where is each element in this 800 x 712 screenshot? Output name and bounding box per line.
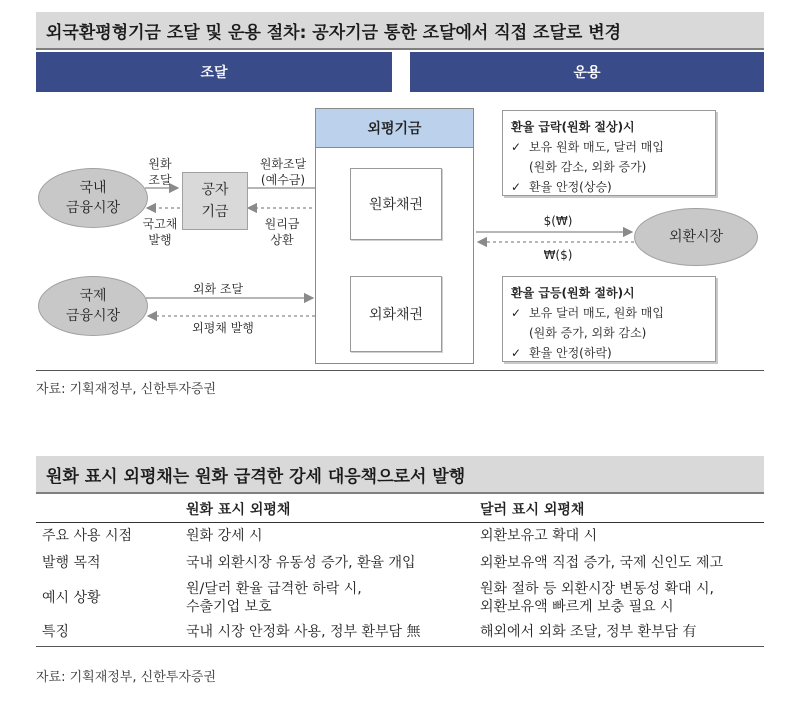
- callout-up-item: [511, 137, 707, 157]
- cell-usd-line1: 원화 절하 등 외환시장 변동성 확대 시,: [480, 580, 715, 597]
- cell-usd: [474, 577, 764, 619]
- check-icon: ✓: [511, 180, 522, 194]
- cell-krw-line2: 수출기업 보호: [186, 598, 272, 615]
- cell-krw: [180, 577, 474, 619]
- fx-market-label: 외환시장: [668, 229, 724, 245]
- check-icon: ✓: [511, 140, 522, 154]
- label-gov-bond-line2: 발행: [148, 233, 172, 247]
- callout-krw-appreciation: [502, 110, 716, 196]
- table-header-row: [36, 496, 764, 523]
- diagram-title: 외국환평형기금 조달 및 운용 절차: 공자기금 통한 조달에서 직접 조달로 변경: [36, 12, 764, 50]
- fx-market-ellipse: [634, 208, 758, 266]
- intl-market-line1: 국제: [79, 288, 107, 304]
- label-fx-raise: 외화 조달: [192, 282, 244, 296]
- label-won-deposit-line2: (예수금): [260, 173, 306, 187]
- cell-usd-line2: 외환보유액 빠르게 보충 필요 시: [480, 598, 674, 615]
- public-fund-box: [182, 172, 248, 230]
- callout-down-title: 환율 급등(원화 절하)시: [511, 286, 635, 300]
- cell-krw-line1: 원/달러 환율 급격한 하락 시,: [186, 580, 362, 597]
- label-fx-bond-issue: 외평채 발행: [192, 321, 254, 335]
- divider-top: [36, 370, 764, 371]
- label-won-fund-line2: 조달: [148, 173, 172, 187]
- label-gov-bond: [132, 216, 188, 248]
- label-won-deposit-line1: 원화조달: [259, 157, 307, 171]
- public-fund-line2: 기금: [201, 204, 229, 220]
- label-gov-bond-line1: 국고채: [142, 217, 178, 231]
- public-fund-line1: 공자: [201, 182, 229, 198]
- callout-up-item-text: 보유 원화 매도, 달러 매입: [529, 140, 664, 154]
- phase-header-use: 운용: [410, 52, 764, 92]
- cell-usd: 외환보유고 확대 시: [480, 527, 598, 544]
- callout-up-item: [511, 177, 707, 197]
- header-krw: 원화 표시 외평채: [180, 496, 474, 523]
- domestic-market-line2: 금융시장: [65, 200, 121, 216]
- intl-market-line2: 금융시장: [65, 308, 121, 324]
- callout-down-item: (원화 증가, 외화 감소): [529, 326, 647, 340]
- label-won-fund-line1: 원화: [148, 157, 172, 171]
- callout-up-item: (원화 감소, 외화 증가): [529, 160, 647, 174]
- callout-down-item-text: 보유 달러 매도, 원화 매입: [529, 306, 664, 320]
- check-icon: ✓: [511, 306, 522, 320]
- cell-krw: 원화 강세 시: [186, 527, 263, 544]
- fx-bond-box: 외화채권: [350, 276, 442, 352]
- phase-header-fund: 조달: [36, 52, 392, 92]
- label-won-deposit: [248, 156, 318, 188]
- table-row: [36, 577, 764, 619]
- cell-krw: 국내 시장 안정화 사용, 정부 환부담 無: [180, 619, 474, 647]
- source-top: 자료: 기획재정부, 신한투자증권: [36, 382, 217, 397]
- label-krw-usd: ₩($): [543, 248, 573, 262]
- check-icon: ✓: [511, 346, 522, 360]
- table-title: 원화 표시 외평채는 원화 급격한 강세 대응책으로서 발행: [36, 456, 764, 494]
- table-row: [36, 523, 764, 549]
- callout-up-item-text: 환율 안정(상승): [529, 180, 612, 194]
- label-principal-line2: 상환: [270, 233, 294, 247]
- row-label: 발행 목적: [42, 554, 101, 571]
- header-blank: [36, 496, 180, 523]
- header-usd: 달러 표시 외평채: [474, 496, 764, 523]
- row-label: 특징: [36, 619, 180, 647]
- fx-fund-title: 외평기금: [316, 109, 473, 148]
- cell-usd: 외환보유액 직접 증가, 국제 신인도 제고: [480, 554, 724, 571]
- callout-krw-depreciation: [502, 276, 716, 362]
- krw-bond-box: 원화채권: [350, 168, 442, 240]
- row-label: 주요 사용 시점: [42, 527, 133, 544]
- table-row: [36, 549, 764, 577]
- source-bottom: 자료: 기획재정부, 신한투자증권: [36, 670, 217, 685]
- table-row: [36, 619, 764, 647]
- label-usd-krw: $(₩): [543, 214, 573, 228]
- label-won-fund: [138, 156, 182, 188]
- cell-usd: 해외에서 외화 조달, 정부 환부담 有: [474, 619, 764, 647]
- callout-up-title: 환율 급락(원화 절상)시: [511, 120, 635, 134]
- callout-down-item-text: 환율 안정(하락): [529, 346, 612, 360]
- row-label: 예시 상황: [42, 589, 101, 606]
- label-principal-line1: 원리금: [264, 217, 300, 231]
- intl-market-ellipse: [38, 276, 148, 336]
- comparison-table: [36, 496, 764, 647]
- callout-down-item: [511, 343, 707, 363]
- label-principal: [258, 216, 306, 248]
- domestic-market-line1: 국내: [79, 180, 107, 196]
- callout-down-item: [511, 303, 707, 323]
- cell-krw: 국내 외환시장 유동성 증가, 환율 개입: [186, 554, 416, 571]
